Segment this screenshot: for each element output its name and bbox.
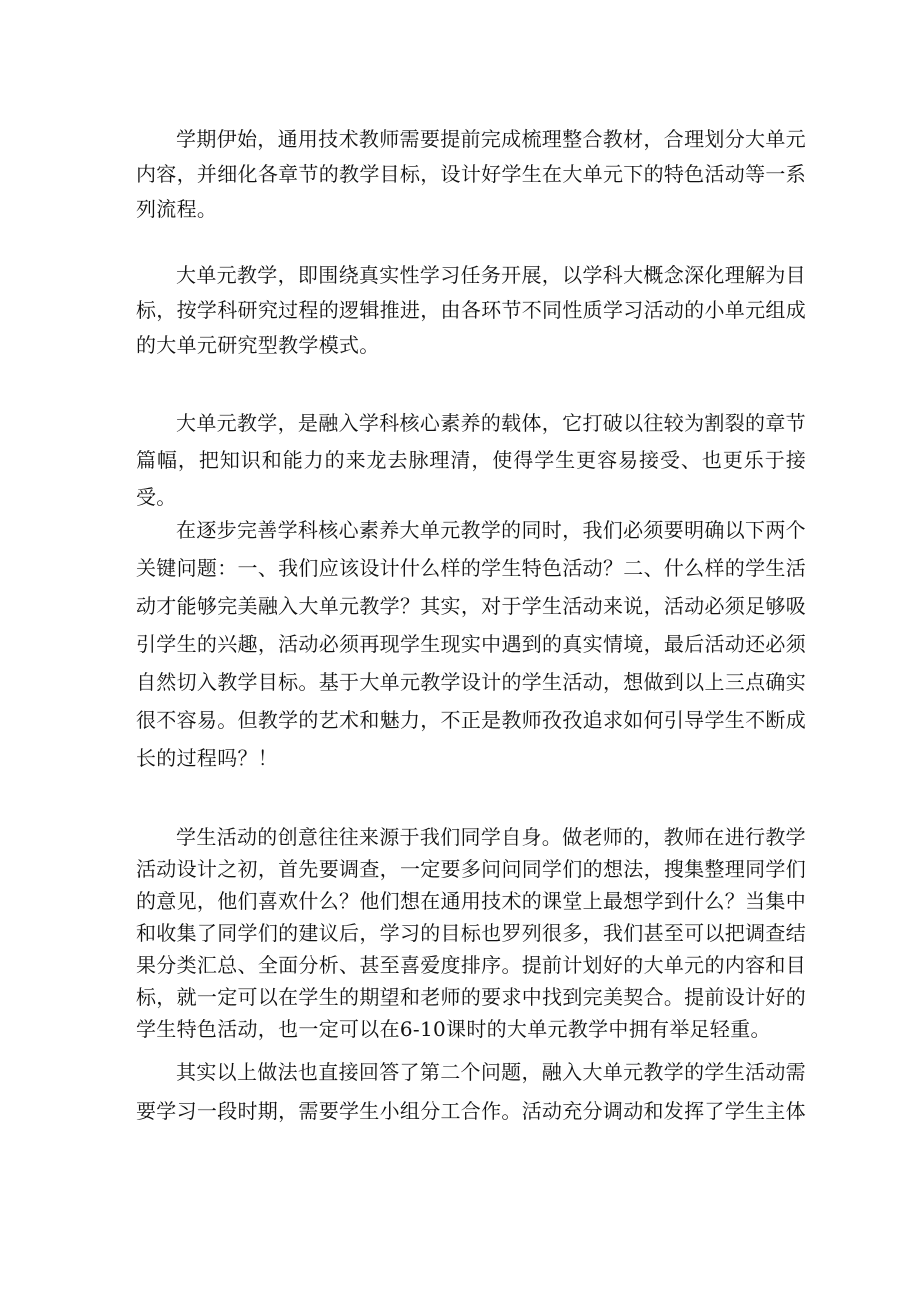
paragraph-6: 其实以上做法也直接回答了第二个问题，融入大单元教学的学生活动需要学习一段时期，需要学生小组分工合作。活动充分调动和发挥了学生主体 <box>136 1060 806 1123</box>
paragraph-5: 学生活动的创意往往来源于我们同学自身。做老师的，教师在进行教学活动设计之初，首先要调查，一定要多问问同学们的想法，搜集整理同学们的意见，他们喜欢什么？他们想在通用技术的课堂上最想学到什么？当集中和收集了同学们的建议后，学习的目标也罗列很多，我们甚至可以把调查结果分类汇总、全面分析、甚至喜爱度排序。提前计划好的大单元的内容和目标，就一定可以在学生的期望和老师的要求中找到完美契合。提前设计好的学生特色活动，也一定可以在6-10课时的大单元教学中拥有举足轻重。 <box>136 825 806 1041</box>
paragraph-4: 在逐步完善学科核心素养大单元教学的同时，我们必须要明确以下两个关键问题：一、我们应该设计什么样的学生特色活动？二、什么样的学生活动才能够完美融入大单元教学？其实，对于学生活动来说，活动必须足够吸引学生的兴趣，活动必须再现学生现实中遇到的真实情境，最后活动还必须自然切入教学目标。基于大单元教学设计的学生活动，想做到以上三点确实很不容易。但教学的艺术和魅力，不正是教师孜孜追求如何引导学生不断成长的过程吗？！ <box>136 518 806 770</box>
paragraph-1: 学期伊始，通用技术教师需要提前完成梳理整合教材，合理划分大单元内容，并细化各章节的教学目标，设计好学生在大单元下的特色活动等一系列流程。 <box>136 127 806 221</box>
paragraph-2: 大单元教学，即围绕真实性学习任务开展，以学科大概念深化理解为目标，按学科研究过程的逻辑推进，由各环节不同性质学习活动的小单元组成的大单元研究型教学模式。 <box>136 263 806 357</box>
paragraph-3: 大单元教学，是融入学科核心素养的载体，它打破以往较为割裂的章节篇幅，把知识和能力的来龙去脉理清，使得学生更容易接受、也更乐于接受。 <box>136 411 806 509</box>
